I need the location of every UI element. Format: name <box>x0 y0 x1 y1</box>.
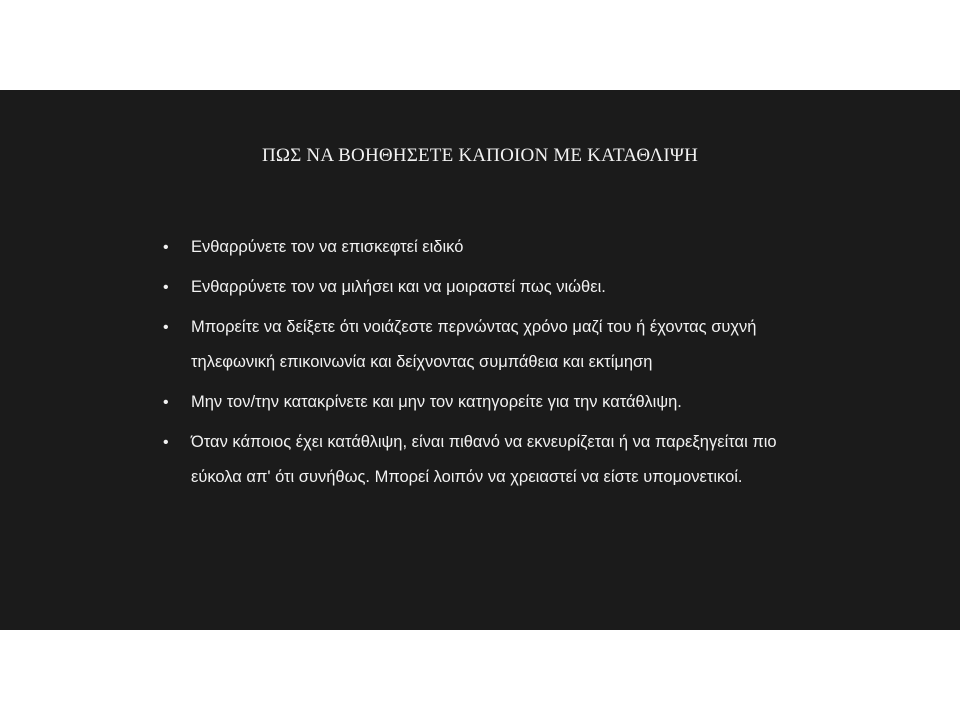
bullet-icon: • <box>163 279 169 296</box>
list-item <box>160 270 820 305</box>
list-item-text: Μην τον/την κατακρίνετε και μην τον κατηγορείτε για την κατάθλιψη. <box>191 393 682 411</box>
list-item-text: Ενθαρρύνετε τον να επισκεφτεί ειδικό <box>191 238 464 256</box>
bullet-icon: • <box>163 319 169 336</box>
list-item <box>160 230 820 265</box>
slide-title: ΠΩΣ ΝΑ ΒΟΗΘΗΣΕΤΕ ΚΑΠΟΙΟΝ ΜΕ ΚΑΤΑΘΛΙΨΗ <box>261 145 699 166</box>
list-item-text: Μπορείτε να δείξετε ότι νοιάζεστε περνώντας χρόνο μαζί του ή έχοντας συχνή τηλεφωνική επικοινωνία και δείχνοντας συμπάθεια και εκτίμηση <box>191 318 757 371</box>
list-item <box>160 425 820 495</box>
list-item-text: Ενθαρρύνετε τον να μιλήσει και να μοιραστεί πως νιώθει. <box>191 278 606 296</box>
slide <box>0 90 960 630</box>
bullet-icon: • <box>163 239 169 256</box>
bullet-icon: • <box>163 434 169 451</box>
list-item-text: Όταν κάποιος έχει κατάθλιψη, είναι πιθανό να εκνευρίζεται ή να παρεξηγείται πιο εύκολα απ' ότι συνήθως. Μπορεί λοιπόν να χρειαστεί να είστε υπομονετικοί. <box>191 433 777 486</box>
list-item <box>160 310 820 380</box>
list-item <box>160 385 820 420</box>
bullet-list <box>160 230 820 500</box>
bullet-icon: • <box>163 394 169 411</box>
